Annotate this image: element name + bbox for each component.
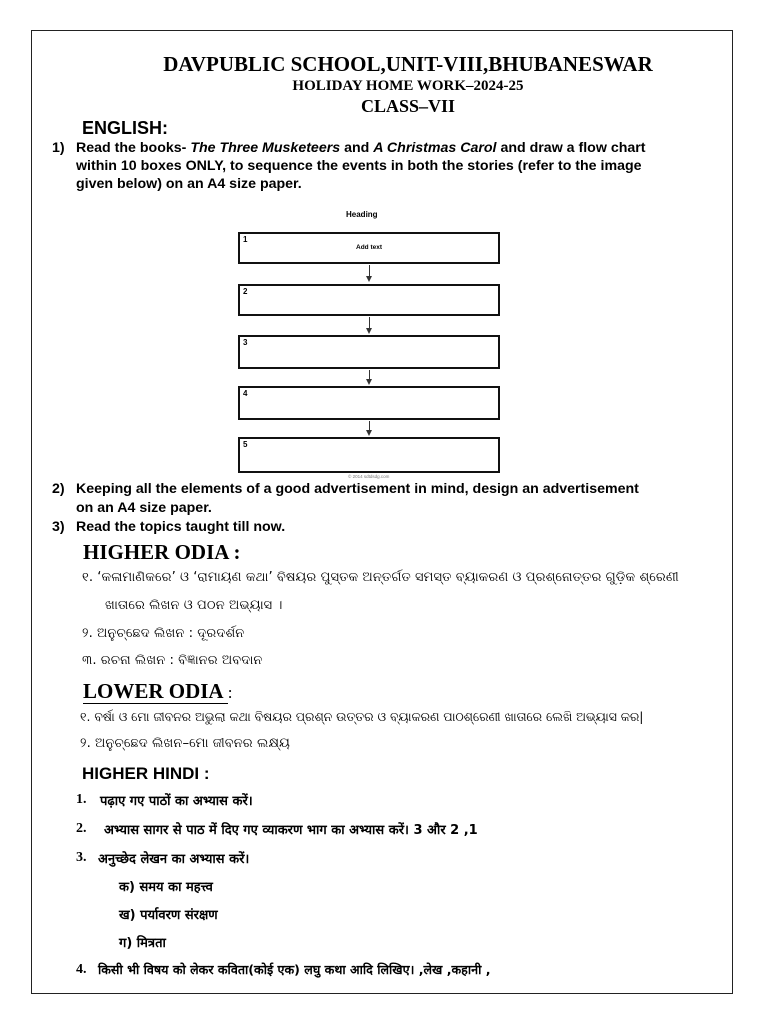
item-text-post: and draw a flow chart [496, 140, 646, 156]
item-text-line2: within 10 boxes ONLY, to sequence the events in both the stories (refer to the image [76, 158, 642, 174]
item-number: 4. [76, 962, 87, 977]
box-number: 3 [243, 338, 248, 347]
higher-odia-line-3: ୩. ରଚନା ଲିଖନ : ବିଜ୍ଞାନର ଅବଦାନ [82, 653, 263, 668]
box-add-text: Add text [356, 244, 382, 251]
item-text [76, 139, 646, 158]
item-number: 2. [76, 821, 87, 836]
item-number: 1. [76, 792, 87, 807]
hindi-subitem-1: क) समय का महत्त्व [119, 880, 213, 895]
item-text: Read the topics taught till now. [76, 519, 286, 535]
item-text: किसी भी विषय को लेकर कविता(कोई एक) लघु कथा आदि लिखिए। ,लेख ,कहानी , [98, 962, 491, 977]
item-text: अभ्यास सागर से पाठ में दिए गए व्याकरण भाग का अभ्यास करें। 3 और 2 ,1 [104, 823, 478, 838]
hindi-subitem-2: ख) पर्यावरण संरक्षण [119, 908, 218, 923]
book-title-1: The Three Musketeers [190, 140, 341, 156]
lower-odia-heading [83, 679, 232, 704]
item-number: 3. [76, 850, 87, 865]
higher-odia-heading: HIGHER ODIA : [83, 540, 241, 564]
lower-odia-heading-colon: : [227, 683, 233, 702]
box-number: 4 [243, 389, 248, 398]
item-text: पढ़ाए गए पाठों का अभ्यास करें। [100, 794, 253, 809]
flowchart-box-5 [238, 437, 500, 473]
arrow-head-icon [366, 276, 372, 282]
lower-odia-line-1: ୧. ବର୍ଷା ଓ ମୋ ଜୀବନର ଅଭୁଲା କଥା ବିଷୟର ପ୍ରଶ୍ନ ଉତ୍ତର ଓ ବ୍ୟାକରଣ ପାଠଶ୍ରେଣୀ ଖାତାରେ ଲେଖି ଅଭ୍ୟାସ କର| [80, 709, 644, 724]
arrow-head-icon [366, 379, 372, 385]
lower-odia-line-2: ୨. ଅନୁଚ୍ଛେଦ ଲିଖନ–ମୋ ଜୀବନର ଲକ୍ଷ୍ୟ [80, 736, 291, 751]
item-number: 3) [52, 519, 65, 535]
item-text-line3: given below) on an A4 size paper. [76, 176, 302, 192]
flowchart-box-1 [238, 232, 500, 264]
hindi-subitem-3: ग) मित्रता [119, 936, 166, 951]
flowchart-box-2 [238, 284, 500, 316]
class-title: CLASS–VII [360, 96, 456, 116]
flowchart-box-4 [238, 386, 500, 420]
homework-subtitle: HOLIDAY HOME WORK–2024-25 [292, 78, 524, 94]
english-heading: ENGLISH: [82, 118, 169, 138]
higher-hindi-heading: HIGHER HINDI : [82, 764, 210, 783]
item-text: अनुच्छेद लेखन का अभ्यास करें। [98, 852, 250, 867]
item-number: 2) [52, 481, 65, 497]
arrow-head-icon [366, 430, 372, 436]
flowchart-box-3 [238, 335, 500, 369]
flowchart-credit: © 2014 sdtdsdg.com [348, 474, 390, 479]
higher-odia-line-2: ୨. ଅନୁଚ୍ଛେଦ ଲିଖନ : ଦୂରଦର୍ଶନ [82, 626, 245, 641]
lower-odia-heading-text: LOWER ODIA [83, 679, 228, 703]
flowchart-heading: Heading [346, 210, 378, 219]
box-number: 2 [243, 287, 248, 296]
item-text-pre: Read the books- [76, 140, 191, 156]
box-number: 5 [243, 440, 248, 449]
box-number: 1 [243, 235, 248, 244]
arrow-head-icon [366, 328, 372, 334]
item-number: 1) [52, 140, 65, 156]
book-title-2: A Christmas Carol [373, 140, 497, 156]
school-title: DAVPUBLIC SCHOOL,UNIT-VIII,BHUBANESWAR [163, 52, 653, 76]
higher-odia-line-1: ୧. ‘କଳାମାଣିକରେ’ ଓ ‘ରାମାୟଣ କଥା’ ବିଷୟର ପୁସ୍ତକ ଅନ୍ତର୍ଗତ ସମସ୍ତ ବ୍ୟାକରଣ ଓ ପ୍ରଶ୍ନୋତ୍ତର ଗୁଡ଼ିକ ଶ୍ରେଣୀ [82, 570, 679, 585]
item-text-mid: and [340, 140, 374, 156]
higher-odia-line-1b: ଖାତାରେ ଲିଖନ ଓ ପଠନ ଅଭ୍ୟାସ । [105, 598, 283, 613]
item-text-line1: Keeping all the elements of a good advertisement in mind, design an advertisement [76, 481, 639, 497]
item-text-line2: on an A4 size paper. [76, 500, 212, 516]
